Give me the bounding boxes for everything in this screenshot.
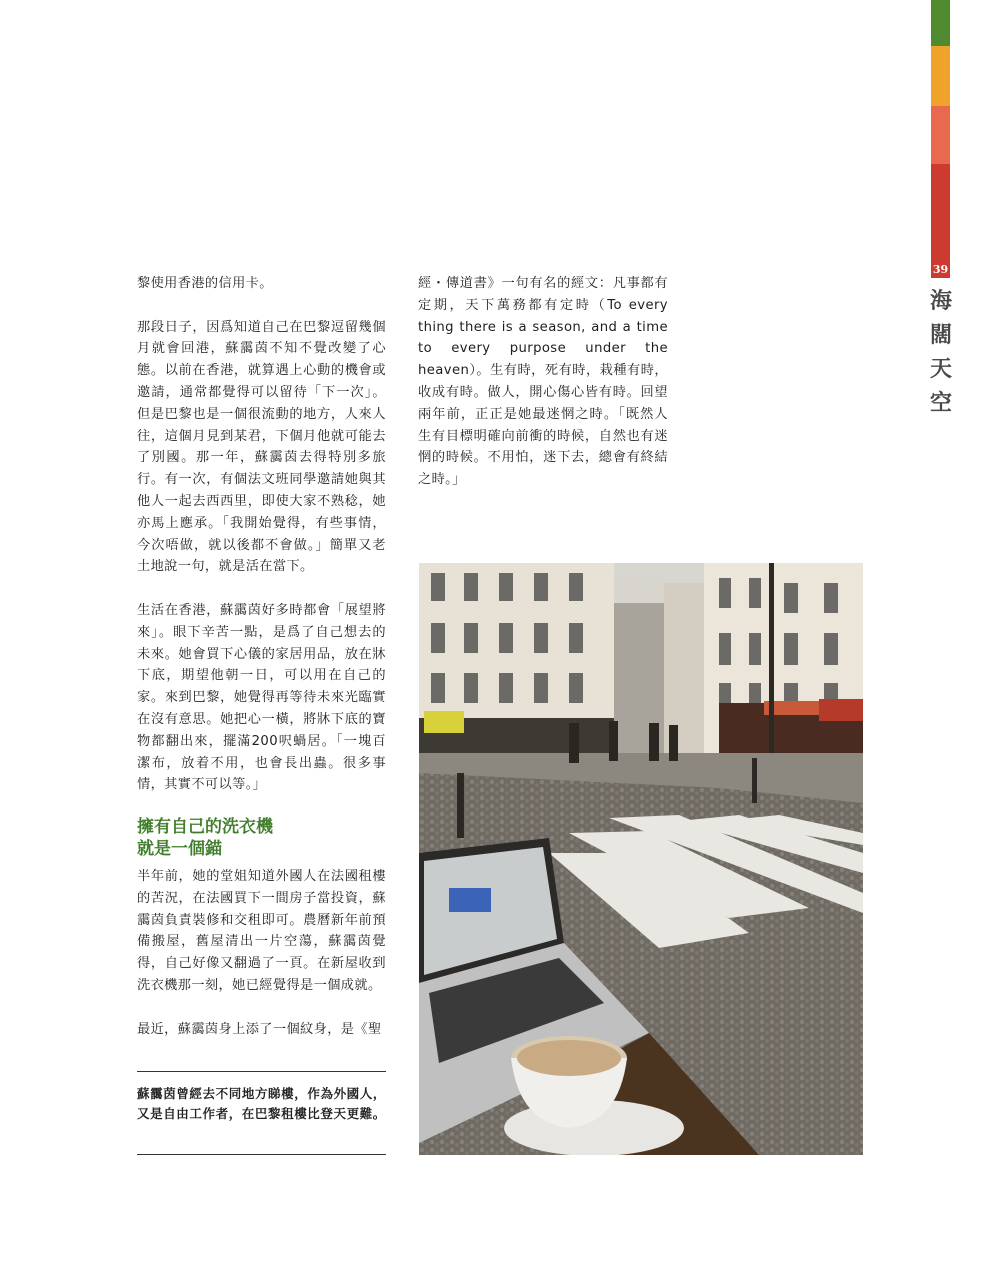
page-number: 39	[932, 263, 949, 276]
section-title	[929, 284, 953, 420]
paragraph: 經・傳道書》一句有名的經文：凡事都有定期，天下萬務都有定時（To every thing there is a season, and a time to every purpose under the heaven）。生有時，死有時，栽種有時，收成有時。做人，開心傷心皆有時。回望兩年前，正正是她最迷惘之時。「既然人生有目標明確向前衝的時候，自然也有迷惘的時候。不用怕，迷下去，總會有終結之時。」	[418, 276, 668, 488]
color-tab-red	[931, 164, 950, 262]
color-tab-orange	[931, 46, 950, 106]
section-title-char: 闊	[929, 322, 952, 348]
subheading	[137, 816, 387, 860]
color-tab-salmon	[931, 106, 950, 164]
paragraph: 那段日子，因爲知道自己在巴黎逗留幾個月就會回港，蘇靄茵不知不覺改變了心態。以前在香港，就算遇上心動的機會或邀請，通常都覺得可以留待「下一次」。但是巴黎也是一個很流動的地方，人來人往，這個月見到某君，下個月他就可能去了別國。那一年，蘇靄茵去得特別多旅行。有一次，有個法文班同學邀請她與其他人一起去西西里，即使大家不熟稔，她亦馬上應承。「我開始覺得，有些事情，今次唔做，就以後都不會做。」簡單又老土地說一句，就是活在當下。	[137, 319, 386, 575]
section-title-char: 空	[929, 390, 952, 416]
section-title-char: 天	[929, 356, 952, 382]
paris-street-laptop-coffee-photo	[419, 563, 863, 1155]
caption-rule-top	[137, 1071, 386, 1072]
subheading-line: 就是一個錨	[137, 839, 222, 859]
caption-rule-bottom	[137, 1154, 386, 1155]
color-tab-green	[931, 0, 950, 46]
paragraph: 生活在香港，蘇靄茵好多時都會「展望將來」。眼下辛苦一點，是爲了自己想去的未來。她會買下心儀的家居用品，放在牀下底，期望他朝一日，可以用在自己的家。來到巴黎，她覺得再等待未來光臨實在沒有意思。她把心一橫，將牀下底的寶物都翻出來，擺滿200呎蝸居。「一塊百潔布，放着不用，也會長出蟲。很多事情，其實不可以等。」	[137, 602, 386, 793]
section-title-char: 海	[929, 288, 952, 314]
street-photo	[419, 563, 863, 1155]
photo-caption: 蘇靄茵曾經去不同地方睇樓，作為外國人，又是自由工作者，在巴黎租樓比登天更難。	[137, 1086, 386, 1121]
left-column-continued	[137, 866, 386, 1040]
paragraph: 黎使用香港的信用卡。	[137, 276, 273, 291]
right-column	[418, 273, 668, 491]
left-column	[137, 273, 386, 796]
paragraph: 半年前，她的堂姐知道外國人在法國租樓的苦況，在法國買下一間房子當投資，蘇靄茵負責裝修和交租即可。農曆新年前預備搬屋，舊屋清出一片空蕩，蘇靄茵覺得，自己好像又翻過了一頁。在新屋收到洗衣機那一刻，她已經覺得是一個成就。	[137, 869, 386, 993]
paragraph: 最近，蘇靄茵身上添了一個紋身，是《聖	[137, 1021, 382, 1037]
subheading-line: 擁有自己的洗衣機	[137, 817, 273, 837]
